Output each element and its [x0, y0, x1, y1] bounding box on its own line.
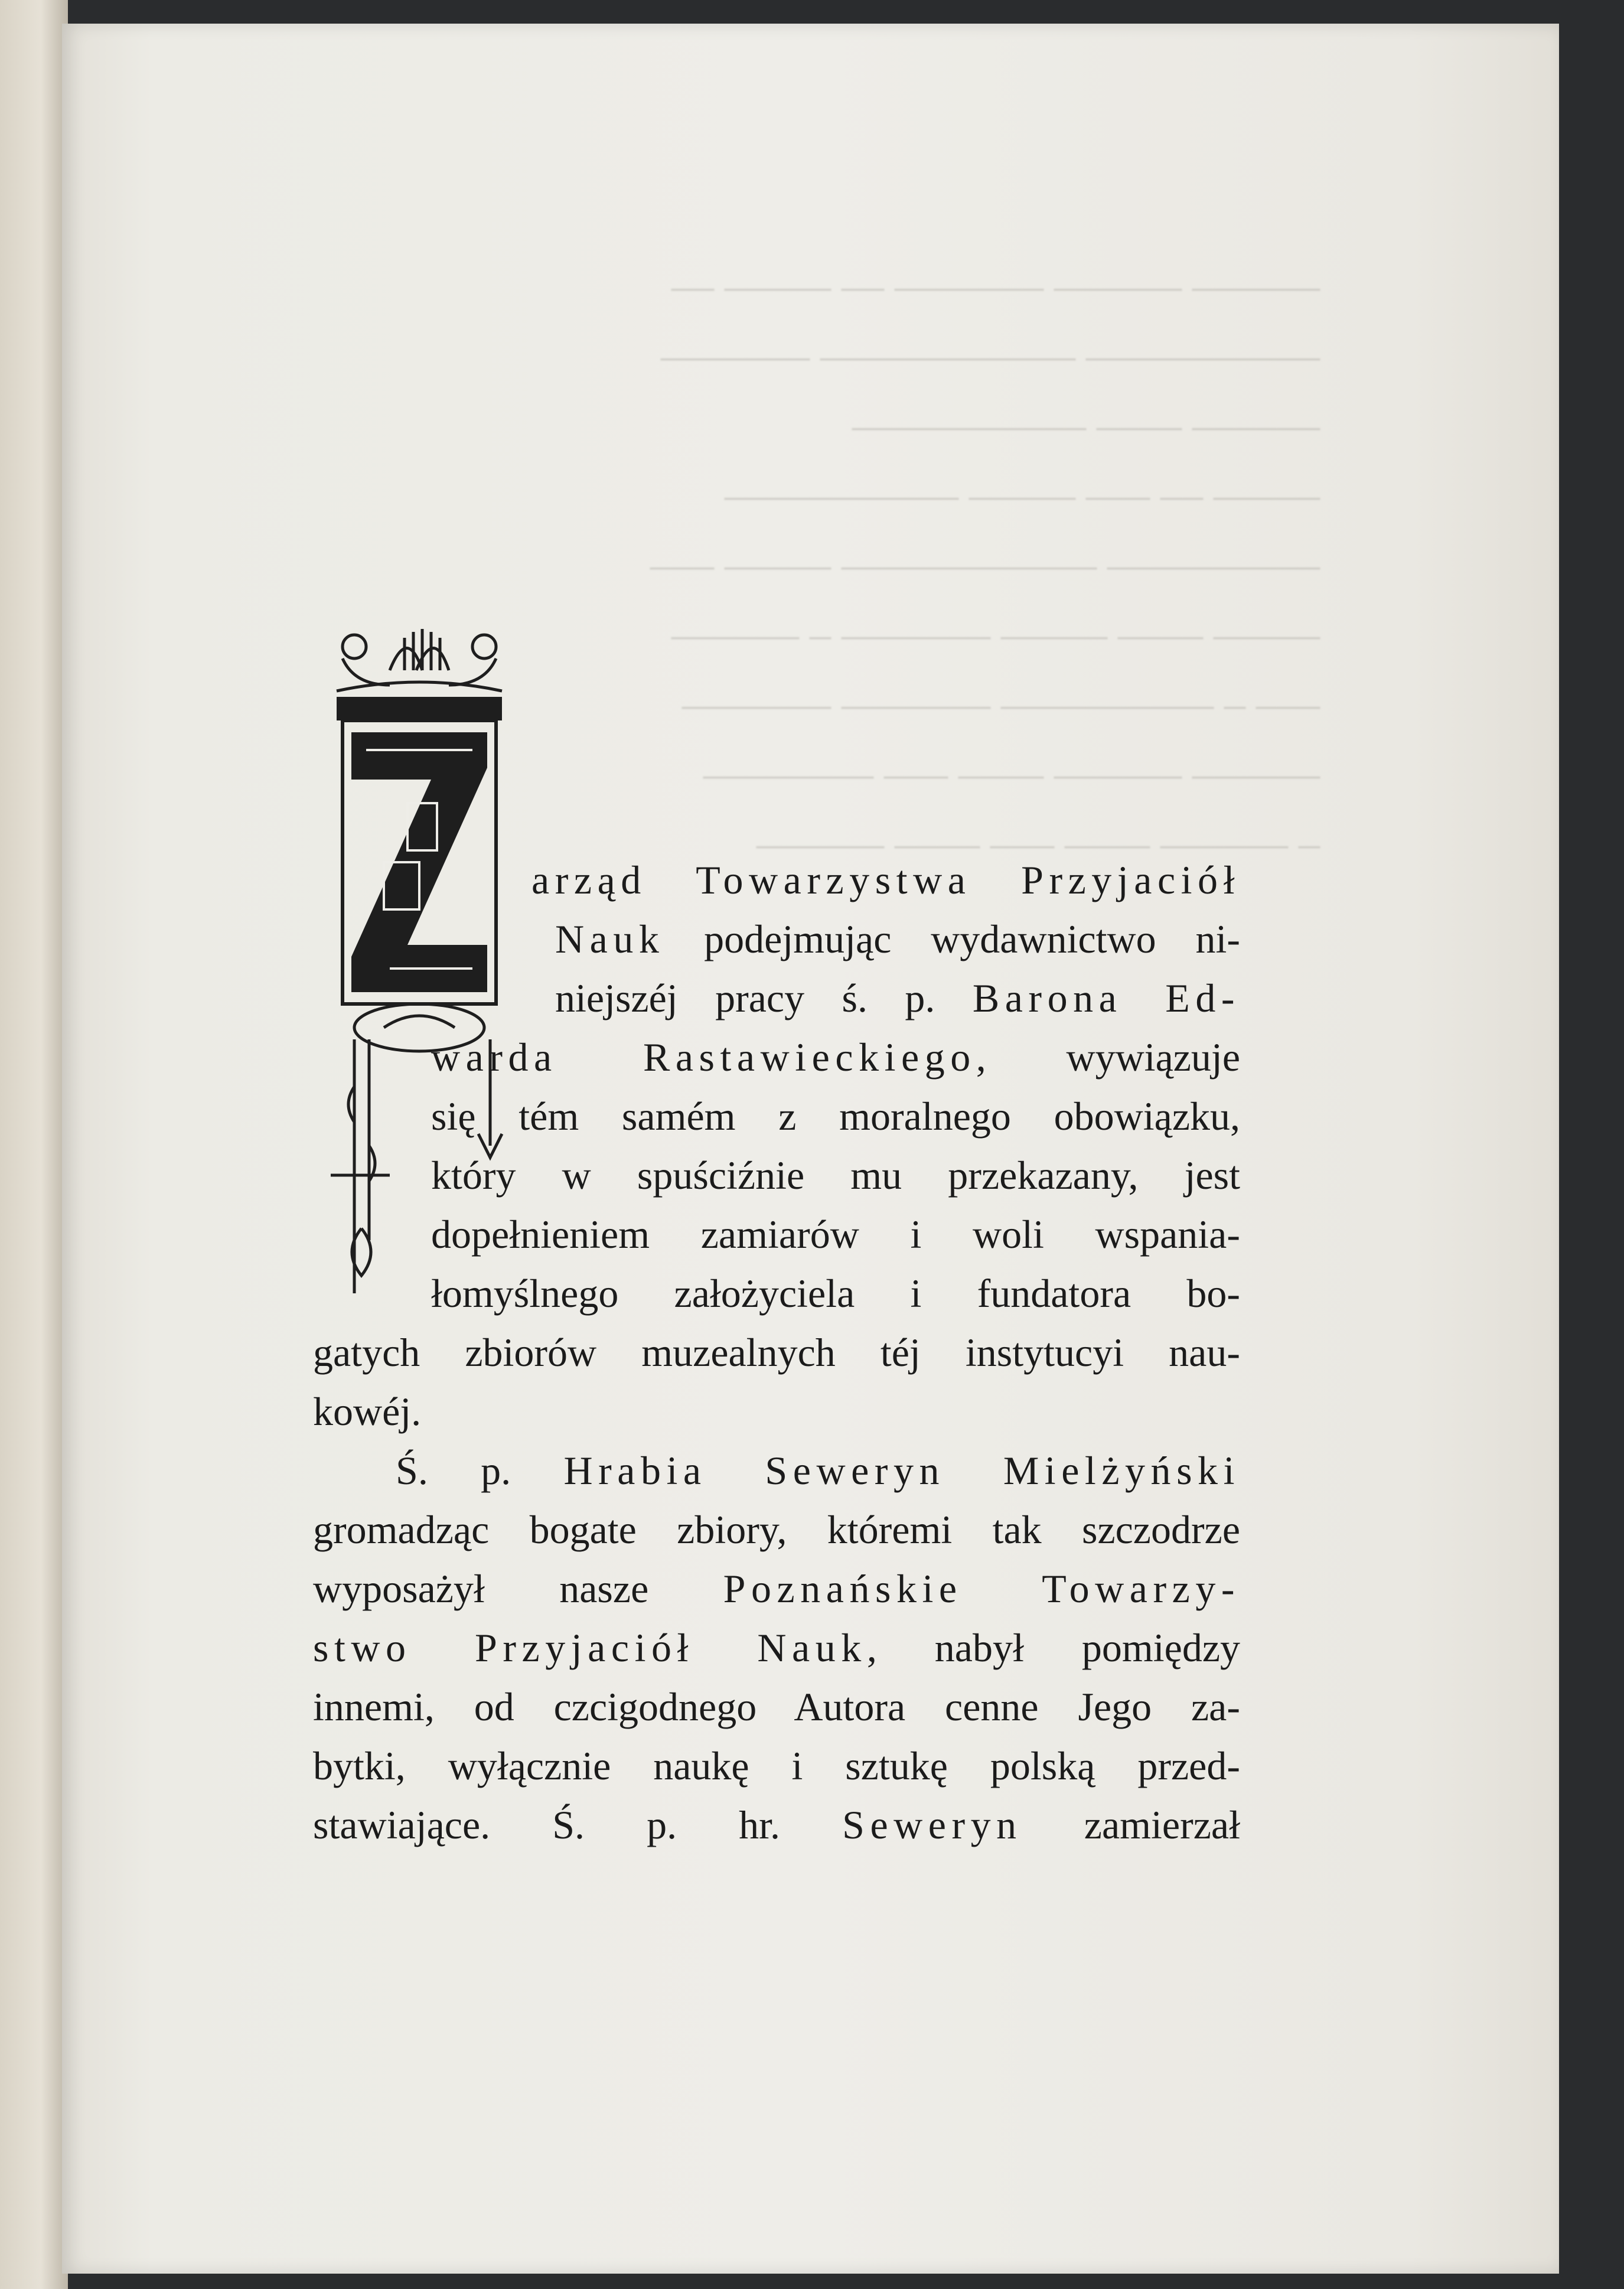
spaced-name: Poznańskie Towarzy- [723, 1566, 1241, 1611]
paragraph-1 [313, 850, 1240, 1441]
text-line: stwo Przyjaciół Nauk, nabył pomiędzy [313, 1625, 1240, 1670]
text-line: bytki, wyłącznie naukę i sztukę polską przed- [313, 1743, 1240, 1788]
text-line [313, 850, 1240, 909]
show-through-text: ______ ______ _______ __ _____ __ ___________ ____________ _______ ______ ____ ___________ _____ __ ___ _____ ___________ __________ ____________ _____ ___ _____ ____ _____ _______ _ ______ ___ _ __________ _______ _______ ______ ______ ____ ___ ________ _ ______ ____ ___ ____ ______ [650, 247, 1320, 852]
text-line: gatych zbiorów muzealnych téj instytucyi nau- [313, 1330, 1240, 1375]
text-line: Ś. p. Hrabia Seweryn Mielżyński [396, 1448, 1240, 1493]
spaced-name: warda Rastawieckiego [431, 1035, 976, 1080]
text-line: warda Rastawieckiego, wywiązuje [431, 1035, 1241, 1080]
spaced-name: arząd Towarzystwa Przyjaciół [531, 857, 1240, 902]
paragraph-2 [313, 1441, 1240, 1854]
text-line: łomyślnego założyciela i fundatora bo- [431, 1271, 1240, 1316]
spaced-name: Seweryn [842, 1802, 1022, 1847]
text-line: się tém samém z moralnego obowiązku, [431, 1094, 1240, 1139]
text-line: kowéj. [313, 1389, 422, 1434]
spaced-name: Nauk [555, 917, 665, 961]
text-line: gromadząc bogate zbiory, któremi tak szczodrze [313, 1507, 1240, 1552]
text-line: niejszéj pracy ś. p. Barona Ed- [555, 976, 1241, 1020]
text-line: stawiające. Ś. p. hr. Seweryn zamierzał [313, 1802, 1240, 1847]
text-line: który w spuściźnie mu przekazany, jest [431, 1153, 1240, 1198]
body-text [313, 850, 1240, 1854]
text-line: innemi, od czcigodnego Autora cenne Jego za- [313, 1684, 1240, 1729]
text-line: Nauk podejmując wydawnictwo ni- [555, 917, 1240, 961]
spaced-name: Barona Ed- [972, 976, 1241, 1020]
left-page-edge [0, 0, 68, 2289]
spaced-name: Hrabia Seweryn Mielżyński [563, 1448, 1240, 1493]
spaced-name: stwo Przyjaciół Nauk [313, 1625, 867, 1670]
text-line: wyposażył nasze Poznańskie Towarzy- [313, 1566, 1241, 1611]
text-line: dopełnieniem zamiarów i woli wspania- [431, 1212, 1240, 1257]
